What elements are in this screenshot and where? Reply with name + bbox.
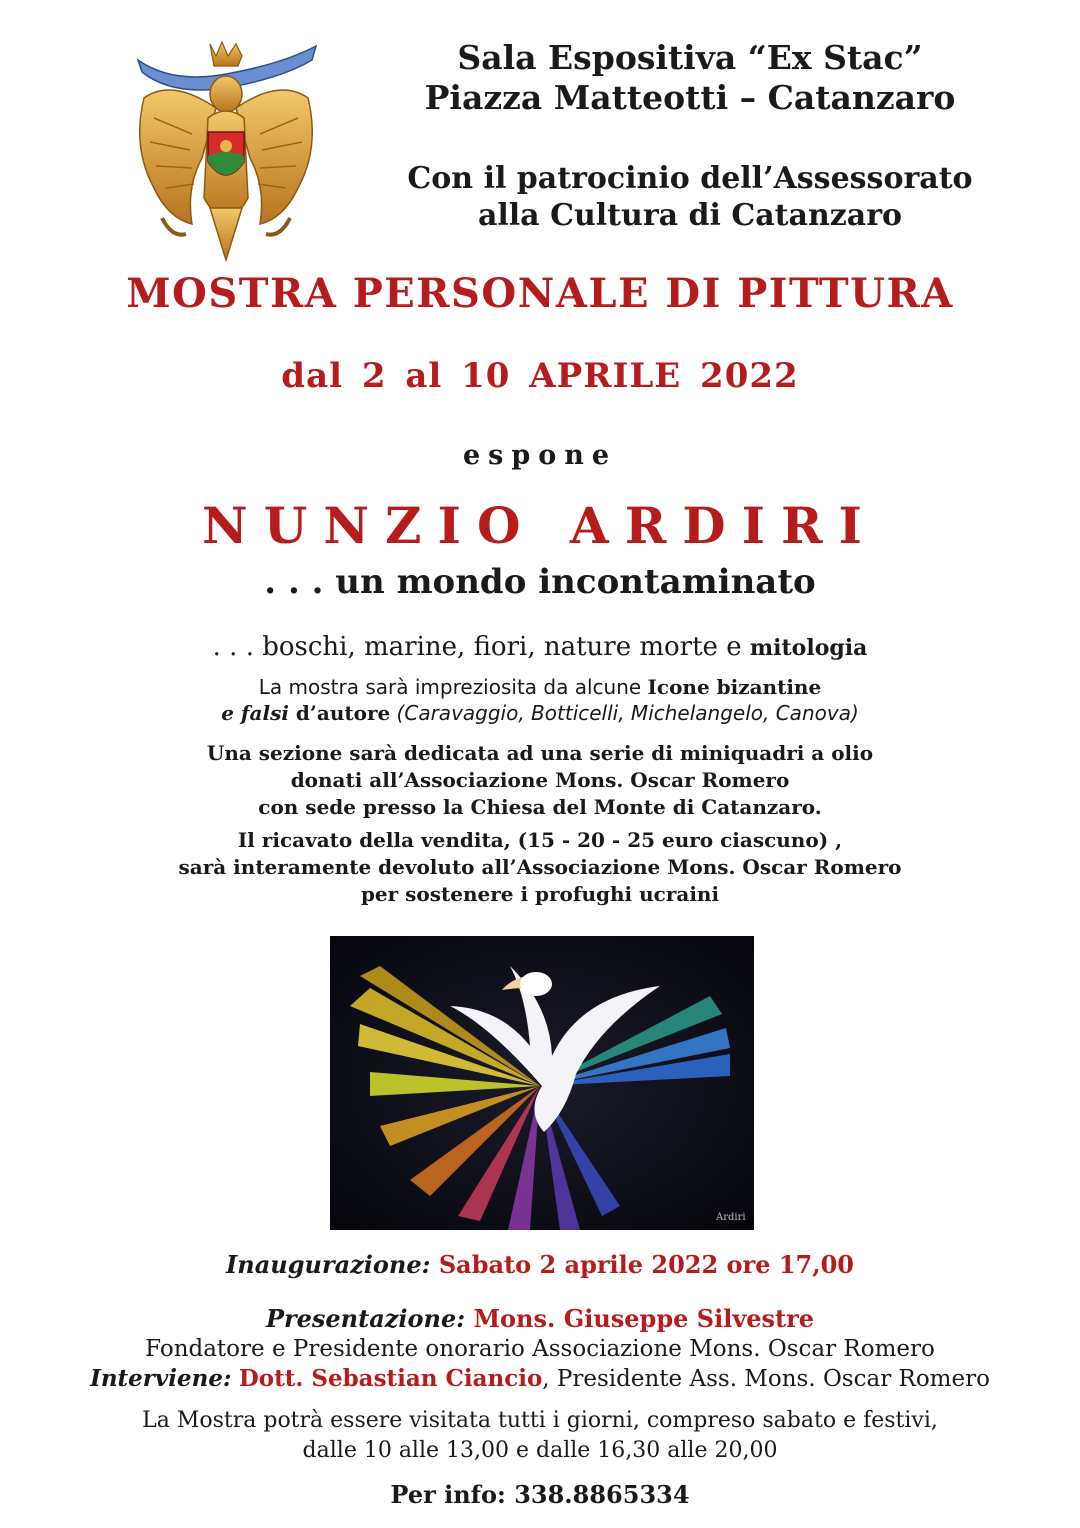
- artist-name: NUNZIO ARDIRI: [202, 496, 878, 555]
- fakes-author: d’autore: [288, 701, 391, 725]
- venue-name: Sala Espositiva “Ex Stac”: [457, 38, 923, 77]
- inauguration-line: [0, 1250, 1080, 1279]
- intervention-label: Interviene:: [90, 1365, 232, 1392]
- presentation-label: Presentazione:: [265, 1304, 466, 1333]
- proceeds-line1: Il ricavato della vendita, (15 - 20 - 25 euro ciascuno) ,: [237, 828, 843, 852]
- proceeds-line3: per sostenere i profughi ucraini: [360, 882, 720, 906]
- proceeds-line2: sarà interamente devoluto all’Associazione Mons. Oscar Romero: [178, 855, 902, 879]
- section-paragraph: [0, 740, 1080, 821]
- exhibition-title: MOSTRA PERSONALE DI PITTURA: [126, 270, 954, 317]
- themes-tail: mitologia: [749, 635, 868, 661]
- painting-signature: Ardiri: [716, 1212, 746, 1223]
- exhibition-motto: . . . un mondo incontaminato: [264, 562, 816, 602]
- info-phone: Per info: 338.8865334: [390, 1480, 690, 1509]
- presentation-line: [0, 1304, 1080, 1333]
- dove-painting-art: [330, 936, 754, 1230]
- fakes-prefix: e: [221, 701, 241, 725]
- themes-main: . . . boschi, marine, fiori, nature morte e: [212, 632, 742, 662]
- exhibition-dates: dal 2 al 10 APRILE 2022: [281, 356, 799, 396]
- section-line1: Una sezione sarà dedicata ad una serie di miniquadri a olio: [206, 741, 874, 765]
- venue-address: Piazza Matteotti – Catanzaro: [424, 78, 956, 117]
- intervention-line: [0, 1365, 1080, 1392]
- presentation-value: Mons. Giuseppe Silvestre: [473, 1304, 815, 1333]
- fakes-artists: (Caravaggio, Botticelli, Michelangelo, Canova): [390, 701, 859, 725]
- icons-highlight: Icone bizantine: [647, 675, 822, 699]
- inauguration-label: Inaugurazione:: [226, 1250, 431, 1279]
- inauguration-value: Sabato 2 aprile 2022 ore 17,00: [438, 1250, 854, 1279]
- icons-text: La mostra sarà impreziosita da alcune: [258, 675, 648, 699]
- dove-painting: [330, 936, 754, 1230]
- visiting-line2: dalle 10 alle 13,00 e dalle 16,30 alle 20,00: [302, 1438, 778, 1463]
- intervention-role: , Presidente Ass. Mons. Oscar Romero: [542, 1366, 990, 1392]
- icons-paragraph: [0, 674, 1080, 726]
- intervention-name: Dott. Sebastian Ciancio: [238, 1365, 543, 1392]
- fakes-word: falsi: [240, 701, 289, 725]
- proceeds-paragraph: [0, 827, 1080, 908]
- patronage-line2: alla Cultura di Catanzaro: [477, 198, 903, 233]
- venue-block: [340, 38, 1040, 118]
- visiting-line1: La Mostra potrà essere visitata tutti i giorni, compreso sabato e festivi,: [142, 1408, 938, 1433]
- visiting-hours: [0, 1406, 1080, 1466]
- patronage-block: [340, 160, 1040, 234]
- founder-line: Fondatore e Presidente onorario Associazione Mons. Oscar Romero: [145, 1336, 935, 1362]
- section-line3: con sede presso la Chiesa del Monte di Catanzaro.: [258, 795, 822, 819]
- themes-line: [0, 632, 1080, 662]
- coat-of-arms-logo: [132, 38, 320, 264]
- espone-label: espone: [462, 440, 618, 471]
- section-line2: donati all’Associazione Mons. Oscar Romero: [290, 768, 790, 792]
- patronage-line1: Con il patrocinio dell’Assessorato: [407, 161, 973, 196]
